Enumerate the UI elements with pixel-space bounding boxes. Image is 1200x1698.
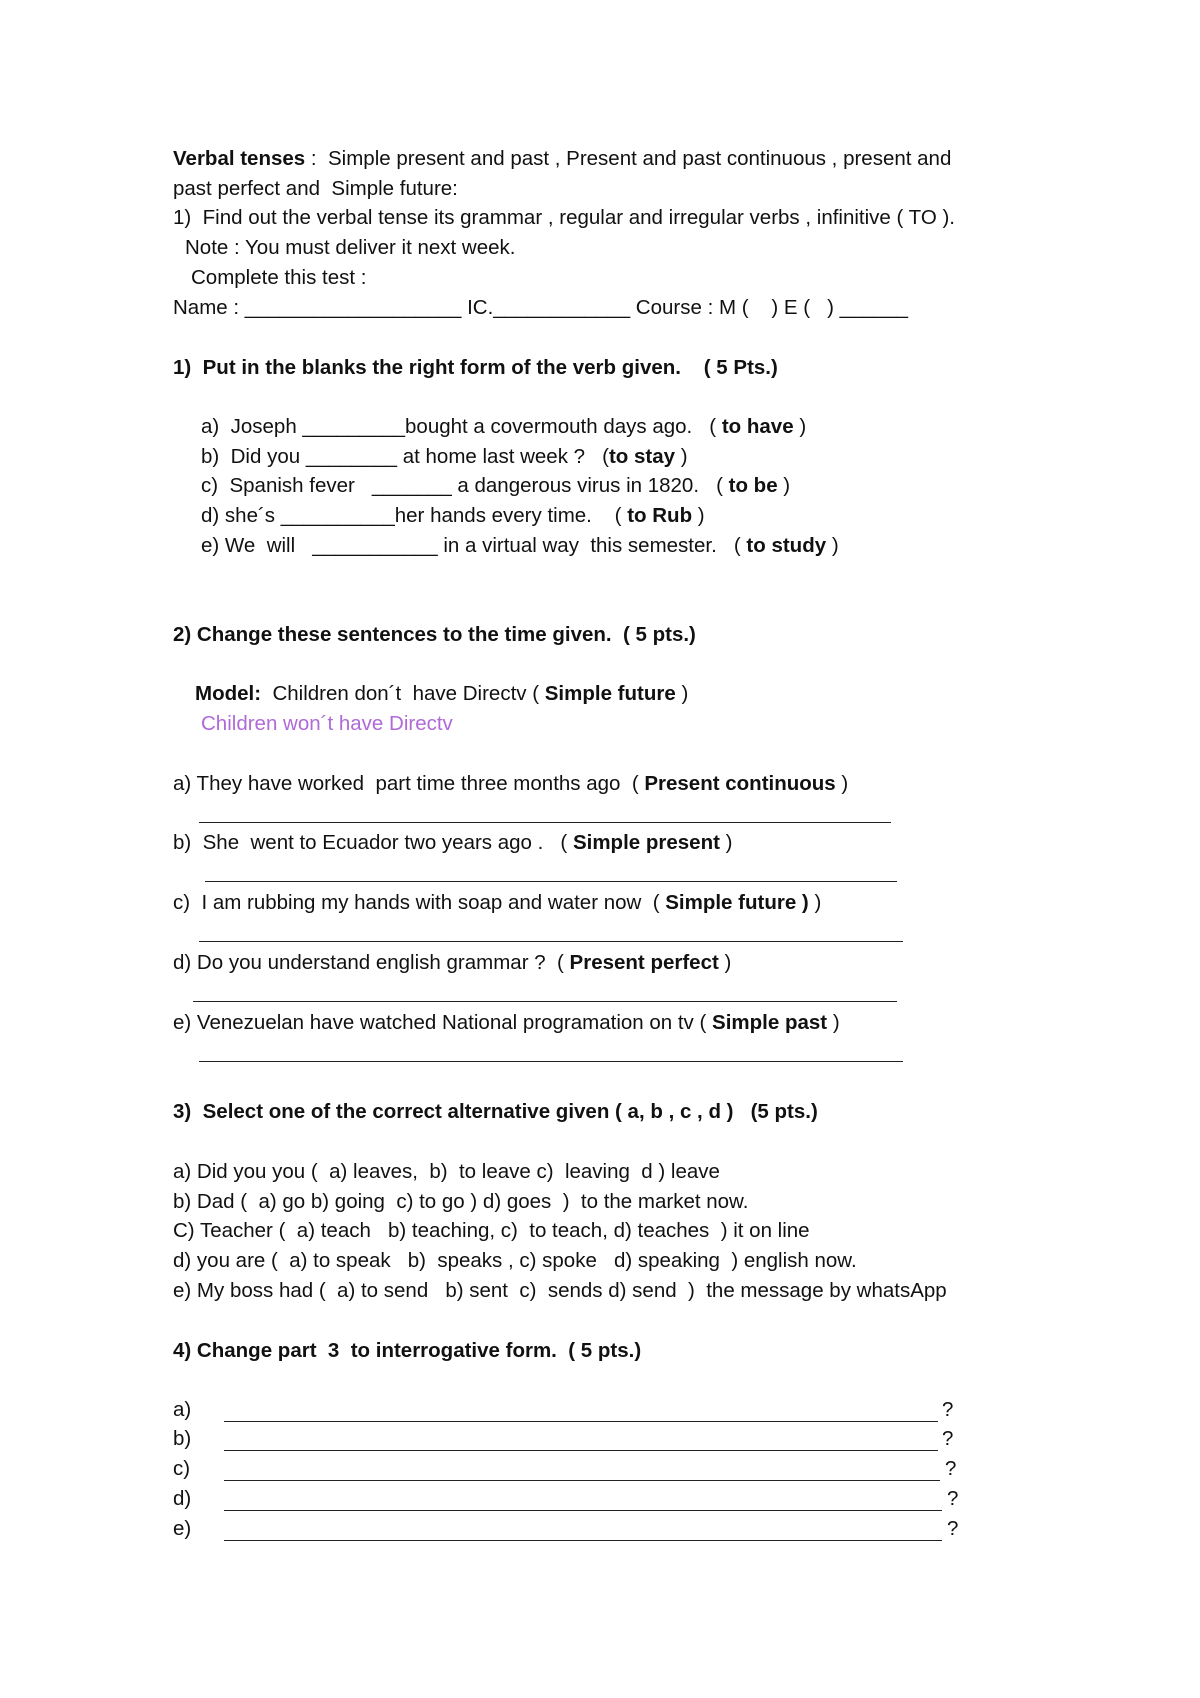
answer-line-a[interactable] [199, 822, 891, 823]
header-note: Note : You must deliver it next week. [185, 236, 516, 259]
item-verb: to stay [608, 445, 681, 468]
item-tense: Simple present [567, 831, 726, 854]
section1-item-a [201, 414, 806, 440]
header-title-bold: Verbal tenses [173, 147, 306, 170]
answer-line-c[interactable] [199, 941, 903, 942]
header-complete: Complete this test : [191, 266, 367, 289]
section4-label-d: d) [173, 1487, 192, 1510]
item-verb: to be [722, 474, 784, 497]
item-text: e) Venezuelan have watched National programation on tv ( [173, 1011, 707, 1034]
item-close: ) [831, 534, 839, 557]
section1-title: 1) Put in the blanks the right form of the verb given. ( 5 Pts.) [173, 356, 778, 379]
header-title-line [173, 146, 951, 172]
section2-item-c [173, 890, 821, 916]
header-instruction: 1) Find out the verbal tense its grammar , regular and irregular verbs , infinitive ( TO ). [173, 206, 955, 229]
interrogative-line-d[interactable] [224, 1510, 942, 1511]
item-verb: to study [740, 534, 832, 557]
answer-line-d[interactable] [193, 1001, 897, 1002]
header-title-rest: : Simple present and past , Present and past continuous , present and [305, 147, 952, 170]
section3-item-c: C) Teacher ( a) teach b) teaching, c) to teach, d) teaches ) it on line [173, 1219, 810, 1242]
item-close: ) [832, 1011, 840, 1034]
header-title-line2: past perfect and Simple future: [173, 177, 458, 200]
item-verb: to have [716, 415, 800, 438]
answer-line-b[interactable] [205, 881, 897, 882]
section1-item-b [201, 444, 688, 470]
interrogative-line-e[interactable] [224, 1540, 942, 1541]
section2-title: 2) Change these sentences to the time given. ( 5 pts.) [173, 623, 696, 646]
interrogative-line-b[interactable] [224, 1450, 938, 1451]
section3-item-e: e) My boss had ( a) to send b) sent c) sends d) send ) the message by whatsApp [173, 1279, 947, 1302]
item-close: ) [799, 415, 807, 438]
item-close: ) [841, 772, 849, 795]
section3-item-a: a) Did you you ( a) leaves, b) to leave c) leaving d ) leave [173, 1160, 720, 1183]
item-tense: Simple future ) [659, 891, 815, 914]
item-close: ) [680, 445, 688, 468]
item-text: d) she´s __________her hands every time. ( [201, 504, 622, 527]
answer-line-e[interactable] [199, 1061, 903, 1062]
item-text: b) She went to Ecuador two years ago . ( [173, 831, 568, 854]
model-text: Children don´t have Directv ( [261, 682, 540, 705]
interrogative-line-c[interactable] [224, 1480, 940, 1481]
question-mark-a: ? [942, 1398, 954, 1421]
item-text: a) Joseph _________bought a covermouth days ago. ( [201, 415, 717, 438]
item-verb: to Rub [621, 504, 698, 527]
question-mark-b: ? [942, 1427, 954, 1450]
model-tense: Simple future [539, 682, 682, 705]
model-label: Model: [195, 682, 262, 705]
section2-model-answer: Children won´t have Directv [201, 712, 453, 735]
item-text: c) Spanish fever _______ a dangerous virus in 1820. ( [201, 474, 723, 497]
section3-item-d: d) you are ( a) to speak b) speaks , c) spoke d) speaking ) english now. [173, 1249, 857, 1272]
section1-item-d [201, 503, 705, 529]
item-tense: Present perfect [563, 951, 725, 974]
section1-item-e [201, 533, 839, 559]
section4-label-c: c) [173, 1457, 191, 1480]
interrogative-line-a[interactable] [224, 1421, 938, 1422]
question-mark-d: ? [947, 1487, 959, 1510]
item-text: c) I am rubbing my hands with soap and water now ( [173, 891, 660, 914]
section3-title: 3) Select one of the correct alternative given ( a, b , c , d ) (5 pts.) [173, 1100, 818, 1123]
section2-item-a [173, 771, 848, 797]
item-tense: Simple past [706, 1011, 833, 1034]
item-close: ) [814, 891, 822, 914]
section2-item-d [173, 950, 731, 976]
section2-model [195, 681, 688, 707]
question-mark-e: ? [947, 1517, 959, 1540]
section2-item-e [173, 1010, 840, 1036]
item-close: ) [725, 831, 733, 854]
section4-label-a: a) [173, 1398, 192, 1421]
item-text: d) Do you understand english grammar ? ( [173, 951, 564, 974]
item-tense: Present continuous [638, 772, 842, 795]
name-row: Name : ___________________ IC.____________ Course : M ( ) E ( ) ______ [173, 296, 909, 319]
section2-item-b [173, 830, 732, 856]
section1-item-c [201, 473, 790, 499]
item-close: ) [724, 951, 732, 974]
section3-item-b: b) Dad ( a) go b) going c) to go ) d) goes ) to the market now. [173, 1190, 749, 1213]
item-text: b) Did you ________ at home last week ? ( [201, 445, 609, 468]
item-text: e) We will ___________ in a virtual way this semester. ( [201, 534, 741, 557]
section4-label-e: e) [173, 1517, 192, 1540]
model-close: ) [681, 682, 689, 705]
section4-label-b: b) [173, 1427, 192, 1450]
item-close: ) [697, 504, 705, 527]
question-mark-c: ? [945, 1457, 957, 1480]
item-text: a) They have worked part time three months ago ( [173, 772, 639, 795]
section4-title: 4) Change part 3 to interrogative form. ( 5 pts.) [173, 1339, 642, 1362]
item-close: ) [783, 474, 791, 497]
